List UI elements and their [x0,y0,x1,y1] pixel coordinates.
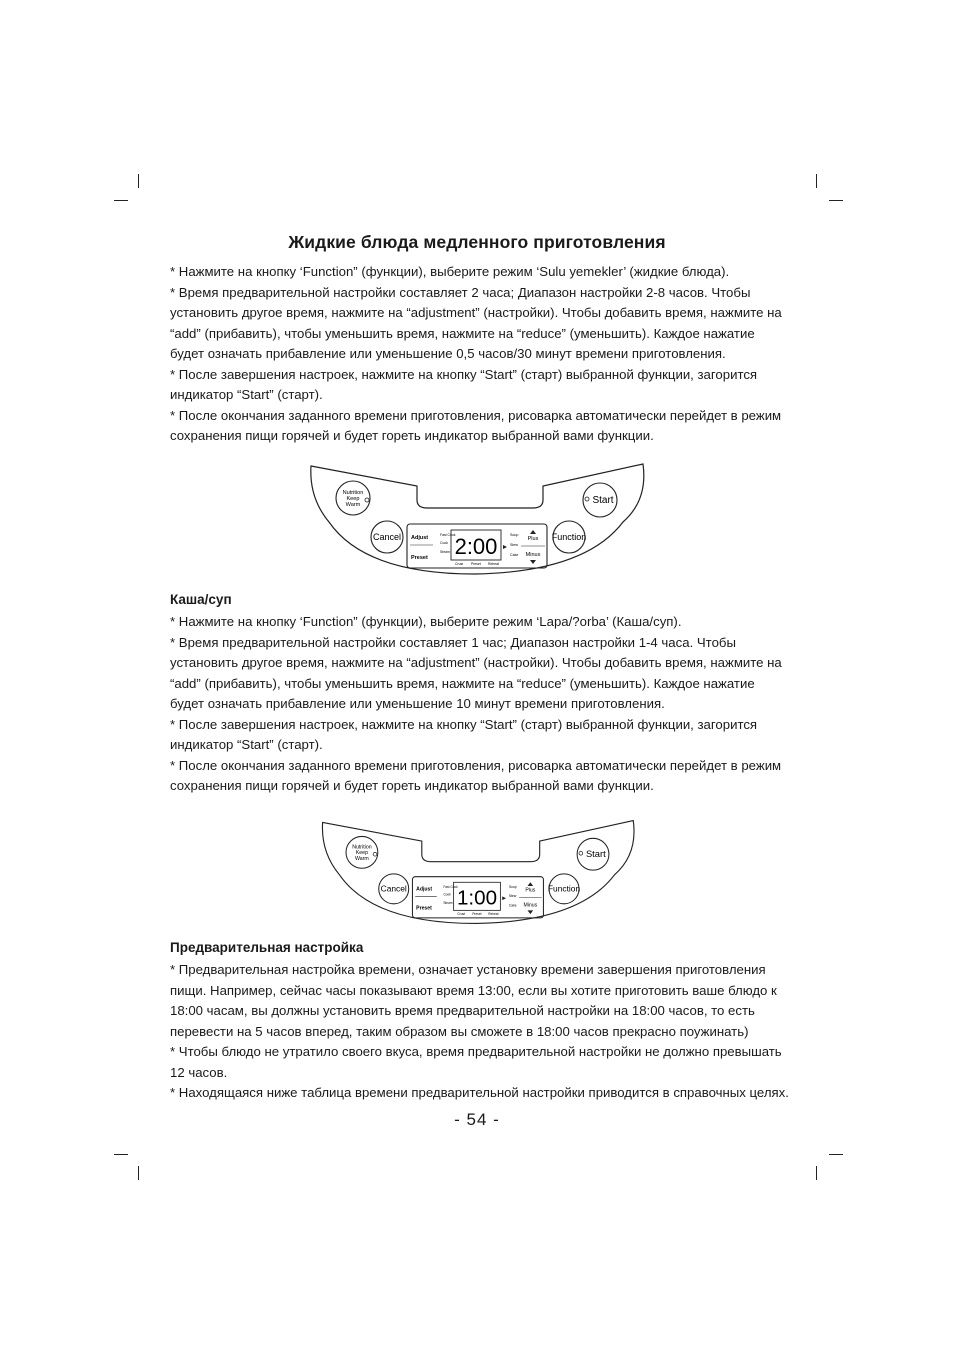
function-button[interactable] [552,521,587,553]
svg-text:Steam: Steam [440,550,450,554]
svg-text:Function: Function [547,883,581,894]
svg-text:Nutrition: Nutrition [352,844,372,851]
svg-text:Warm: Warm [355,855,369,862]
minus-arrow-icon [528,910,534,914]
plus-arrow-icon [530,530,536,534]
indicator-light [585,497,589,501]
paragraph: * Нажмите на кнопку ‘Function” (функции), выберите режим ‘Lapa/?orba’ (Каша/суп). [170,614,682,629]
svg-text:Reheat: Reheat [488,912,499,917]
plus-label: Plus [525,887,536,894]
page-title: Жидкие блюда медленного приготовления [288,232,666,252]
nutrition-keep-warm-button[interactable] [336,481,370,515]
svg-text:Start: Start [585,849,606,860]
indicator-light [365,498,369,502]
minus-arrow-icon [530,560,536,564]
svg-text:Steam: Steam [443,900,453,905]
svg-text:Keep: Keep [355,850,369,857]
section-heading: Предварительная настройка [170,940,364,955]
svg-text:Crust: Crust [455,562,464,566]
paragraph: * После завершения настроек, нажмите на кнопку “Start” (старт) выбранной функции, загорится индикатор “Start” (старт). [170,716,758,752]
plus-arrow-icon [528,882,534,886]
minus-label: Minus [525,552,541,558]
svg-text:Reheat: Reheat [488,562,499,566]
svg-text:Start: Start [592,495,614,506]
control-panel-illustration [305,460,647,578]
paragraph: * Время предварительной настройки составляет 1 час; Диапазон настройки 1-4 часа. Чтобы установить другое время, нажмите на “adjustment” (настройки). Чтобы добавить время, нажмите на “add” (прибавить), чтобы уменьшить время, нажмите на “reduce” (уменьшить). Каждое нажатие будет означать прибавление или уменьшение 10 минут времени приготовления. [170,634,782,711]
page-number: - 54 - [454,1110,500,1129]
crop-mark [138,174,139,188]
paragraph: * После окончания заданного времени приготовления, рисоварка автоматически перейдет в режим сохранения пищи горячей и будет гореть индикатор выбранной вами функции. [170,407,782,443]
indicator-light [373,852,377,856]
svg-text:Fast Cook: Fast Cook [440,533,456,537]
paragraph: * Чтобы блюдо не утратило своего вкуса, время предварительной настройки не должно превышать 12 часов. [170,1044,782,1080]
paragraph: * Нажмите на кнопку ‘Function” (функции), выберите режим ‘Sulu yemekler’ (жидкие блюда). [170,264,730,279]
display-panel [412,877,543,918]
paragraph: * Время предварительной настройки составляет 2 часа; Диапазон настройки 2-8 часов. Чтобы установить другое время, нажмите на “adjustment” (настройки). Чтобы добавить время, нажмите на “add” (прибавить), чтобы уменьшить время, нажмите на “reduce” (уменьшить). Каждое нажатие будет означать прибавление или уменьшение 0,5 часов/30 минут времени приготовления. [170,284,782,361]
paragraph: * Находящаяся ниже таблица времени предварительной настройки приводится в справочных целях. [170,1085,789,1100]
svg-text:Warm: Warm [345,502,361,508]
paragraph: * Предварительная настройка времени, означает установку времени завершения приготовления пищи. Например, сейчас часы показывают время 13:00, если вы хотите приготовить ваше блюдо к 18:00 часам, вы должны установить время предварительной настройки на 18:00 часов, то есть перевести на 5 часов вперед, таким образом вы сможете в 18:00 часов прекрасно поужинать) [170,962,777,1039]
control-panel-illustration [317,813,637,931]
cancel-button[interactable] [371,521,403,553]
start-button[interactable] [577,838,609,870]
adjust-label: Adjust [411,535,429,541]
control-panel-diagram [305,460,647,578]
svg-text:Cake: Cake [508,903,517,908]
svg-text:Cancel: Cancel [380,883,407,894]
control-panel-diagram [317,813,637,931]
svg-text:Nutrition: Nutrition [342,490,364,496]
svg-text:Fast Cook: Fast Cook [443,884,458,889]
crop-mark [816,174,817,188]
svg-text:Preset: Preset [471,562,481,566]
paragraph: * После окончания заданного времени приготовления, рисоварка автоматически перейдет в режим сохранения пищи горячей и будет гореть индикатор выбранной вами функции. [170,757,782,793]
svg-text:Soup: Soup [508,884,517,889]
section-liquid-dishes [170,262,792,447]
svg-text:Soup: Soup [510,533,519,537]
svg-text:Cake: Cake [510,553,519,557]
function-button[interactable] [548,874,581,904]
section-heading: Каша/суп [170,592,232,607]
svg-text:Function: Function [551,532,587,542]
svg-text:Stew: Stew [508,894,517,899]
svg-text:Crust: Crust [457,912,465,917]
svg-text:Cook: Cook [440,541,448,545]
display-panel [407,524,547,568]
start-button[interactable] [583,483,617,517]
cancel-button[interactable] [379,874,409,904]
nutrition-keep-warm-button[interactable] [346,836,378,868]
crop-mark [138,1166,139,1180]
indicator-light [579,851,583,855]
svg-text:Stew: Stew [510,543,518,547]
adjust-label: Adjust [416,886,433,893]
crop-mark [114,1154,128,1155]
crop-mark [829,200,843,201]
crop-mark [816,1166,817,1180]
time-display: 1:00 [456,886,498,910]
paragraph: * После завершения настроек, нажмите на кнопку “Start” (старт) выбранной функции, загорится индикатор “Start” (старт). [170,366,758,402]
svg-text:Cancel: Cancel [372,532,402,542]
minus-label: Minus [523,902,538,909]
svg-text:Cook: Cook [443,892,451,897]
crop-mark [114,200,128,201]
plus-label: Plus [527,536,539,542]
svg-text:Preset: Preset [472,912,482,917]
svg-text:Keep: Keep [346,496,360,502]
section-preset [170,938,792,1104]
time-display: 2:00 [454,534,498,559]
preset-label: Preset [411,555,428,561]
crop-mark [829,1154,843,1155]
section-porridge-soup [170,590,792,797]
preset-label: Preset [416,905,432,912]
